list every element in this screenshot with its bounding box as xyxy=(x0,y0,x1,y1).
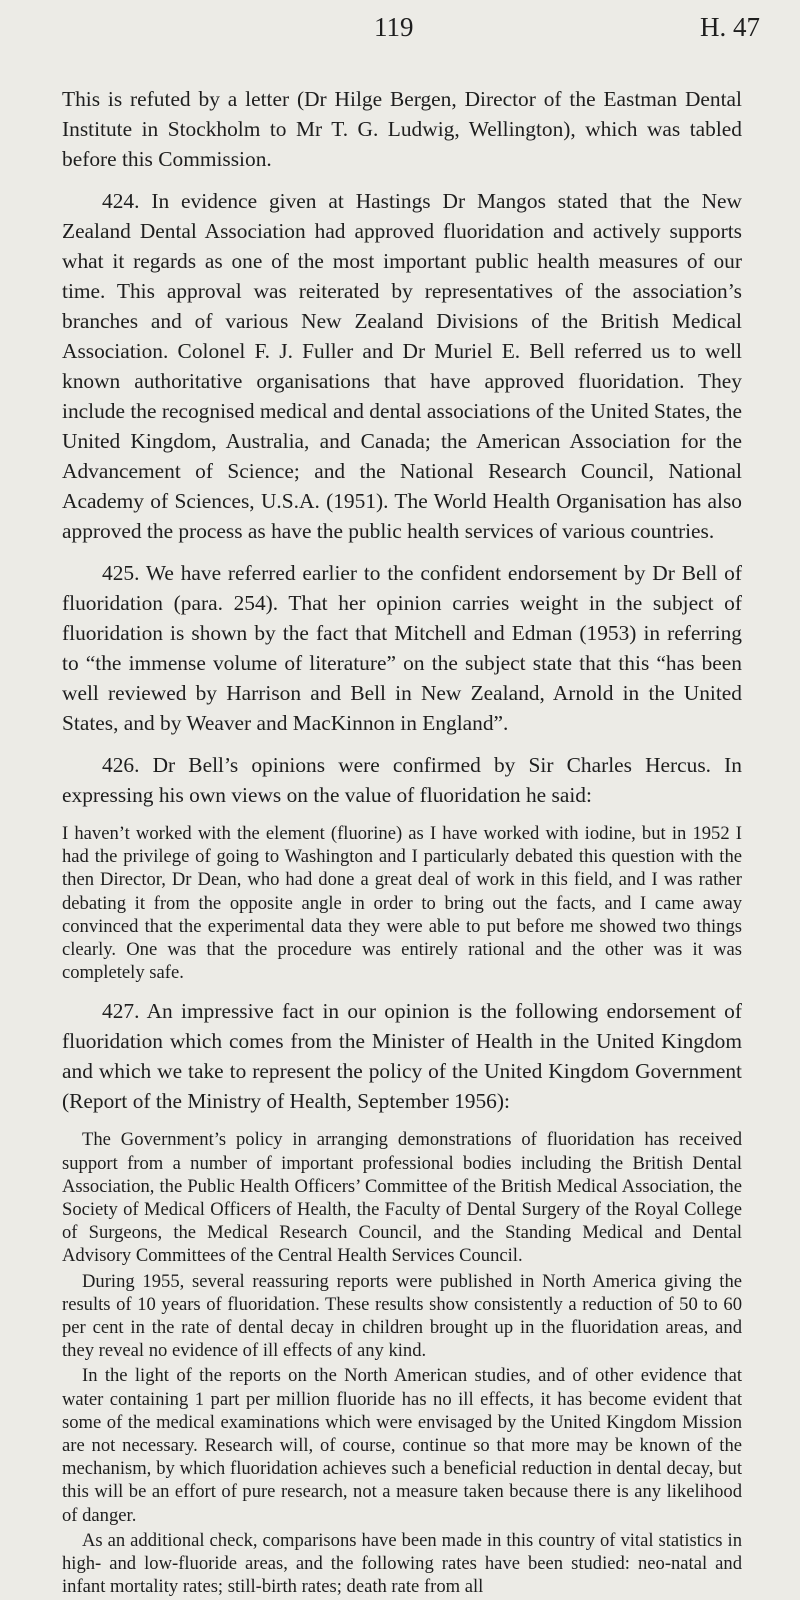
document-reference: H. 47 xyxy=(700,12,760,42)
quote-ministry-para-3: In the light of the reports on the North American studies, and of other evidence that water containing 1 part per million fluoride has no ill effects, it has become evident that some of the medical examinations which were envisaged by the United Kingdom Mission are not necessary. Research will, of course, continue so that more may be known of the mechanism, by which fluoridation achieves such a beneficial reduction in dental decay, but this will be an effort of pure research, not a measure taken because there is any likelihood of danger. xyxy=(62,1365,742,1526)
quote-ministry-para-1: The Government’s policy in arranging demonstrations of fluoridation has received support from a number of important professional bodies including the British Dental Association, the Public Health Officers’ Committee of the British Medical Association, the Society of Medical Officers of Health, the Faculty of Dental Surgery of the Royal College of Surgeons, the Medical Research Council, and the Standing Medical and Dental Advisory Committees of the Central Health Services Council. xyxy=(62,1129,742,1267)
paragraph-intro: This is refuted by a letter (Dr Hilge Bergen, Director of the Eastman Dental Institute in Stockholm to Mr T. G. Ludwig, Wellington), which was tabled before this Commission. xyxy=(62,87,742,171)
page-number: 119 xyxy=(374,12,414,42)
quote-ministry-para-2: During 1955, several reassuring reports were published in North America giving the results of 10 years of fluoridation. These results show consistently a reduction of 50 to 60 per cent in the rate of dental decay in children brought up in the fluoridation areas, and they reveal no evidence of ill effects of any kind. xyxy=(62,1270,742,1362)
quote-ministry-para-4: As an additional check, comparisons have been made in this country of vital statistics in high- and low-fluoride areas, and the following rates have been studied: neo-natal and infant mortality rates; still-birth rates; death rate from all xyxy=(62,1529,742,1598)
body-text xyxy=(62,84,742,1600)
paragraph-424: 424. In evidence given at Hastings Dr Mangos stated that the New Zealand Dental Association had approved fluoridation and actively supports what it regards as one of the most important public health measures of our time. This approval was reiterated by representatives of the association’s branches and of various New Zealand Divisions of the British Medical Association. Colonel F. J. Fuller and Dr Muriel E. Bell referred us to well known authoritative organisations that have approved fluoridation. They include the recognised medical and dental associations of the United States, the United Kingdom, Australia, and Canada; the American Association for the Advancement of Science; and the National Research Council, National Academy of Sciences, U.S.A. (1951). The World Health Organisation has also approved the process as have the public health services of various countries. xyxy=(62,189,742,543)
paragraph-427: 427. An impressive fact in our opinion is the following endorsement of fluoridation which comes from the Minister of Health in the United Kingdom and which we take to represent the policy of the United Kingdom Government (Report of the Ministry of Health, September 1956): xyxy=(62,999,742,1114)
paragraph-426: 426. Dr Bell’s opinions were confirmed by Sir Charles Hercus. In expressing his own views on the value of fluoridation he said: xyxy=(62,753,742,807)
page-header xyxy=(0,10,800,50)
quote-hercus: I haven’t worked with the element (fluorine) as I have worked with iodine, but in 1952 I had the privilege of going to Washington and I particularly debated this question with the then Director, Dr Dean, who had done a great deal of work in this field, and I was rather debating it from the opposite angle in order to bring out the facts, and I came away convinced that the experimental data they were able to put before me showed two things clearly. One was that the procedure was entirely rational and the other was it was completely safe. xyxy=(62,823,742,984)
paragraph-425: 425. We have referred earlier to the confident endorsement by Dr Bell of fluoridation (para. 254). That her opinion carries weight in the subject of fluoridation is shown by the fact that Mitchell and Edman (1953) in referring to “the immense volume of literature” on the subject state that this “has been well reviewed by Harrison and Bell in New Zealand, Arnold in the United States, and by Weaver and MacKinnon in England”. xyxy=(62,561,742,735)
